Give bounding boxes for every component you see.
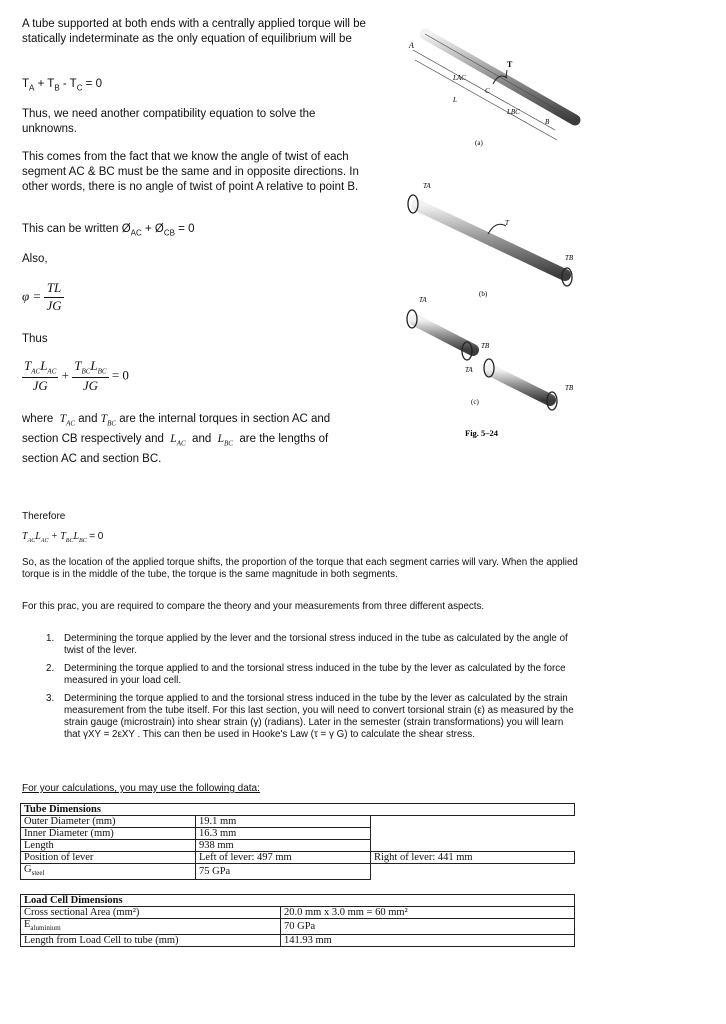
ac-fraction: $\frac{T_{AC}L_{AC}}{JG}$ bbox=[24, 358, 57, 393]
label-TB-b: TB bbox=[565, 254, 574, 262]
table-row: Inner Diameter (mm) 16.3 mm bbox=[21, 828, 575, 840]
label-LBC: LBC bbox=[507, 108, 520, 116]
table-row: Length 938 mm bbox=[21, 840, 575, 852]
therefore-label: Therefore bbox=[22, 511, 66, 522]
table-row: Position of lever Left of lever: 497 mm Right of lever: 441 mm bbox=[21, 852, 575, 864]
subfigure-a-label: (a) bbox=[475, 139, 483, 147]
label-L: L bbox=[453, 96, 457, 104]
table-row: Length from Load Cell to tube (mm) 141.93 mm bbox=[21, 935, 575, 947]
rod-diagram-c bbox=[407, 296, 574, 410]
label-TA-c2: TA bbox=[465, 366, 473, 374]
prac-paragraph: For this prac, you are required to compare the theory and your measurements from three different aspects. bbox=[22, 601, 485, 612]
subfigure-c-label: (c) bbox=[471, 398, 479, 406]
label-C: C bbox=[485, 87, 490, 95]
aspect-item-2: 2. Determining the torque applied to and the torsional stress induced in the tube by the lever as calculated by the force measured in your load cell. bbox=[46, 662, 566, 686]
bc-fraction: $\frac{T_{BC}L_{BC}}{JG}$ bbox=[74, 358, 107, 393]
g-steel-label: $G_{steel}$ bbox=[21, 864, 196, 880]
twist-fraction bbox=[44, 280, 63, 315]
label-B: B bbox=[545, 118, 550, 126]
figure-caption: Fig. 5–24 bbox=[465, 428, 499, 438]
label-TA-b: TA bbox=[423, 182, 431, 190]
label-TB-c2: TB bbox=[565, 384, 574, 392]
therefore-equation: $T_{AC}L_{AC} + T_{BC}L_{BC} = 0$ bbox=[22, 531, 104, 544]
load-cell-table bbox=[20, 894, 575, 947]
label-TB-c1: TB bbox=[481, 342, 490, 350]
data-heading: For your calculations, you may use the following data: bbox=[22, 783, 260, 794]
subfigure-b-label: (b) bbox=[479, 290, 488, 298]
table-row: Outer Diameter (mm) 19.1 mm bbox=[21, 816, 575, 828]
aspect-item-3: 3. Determining the torque applied to and the torsional stress induced in the tube by the lever as calculated by the strain measurement from the tube itself. For this last section, you will need to convert torsional strain (ε) as measured by the strain gauge (microstrain) into shear strain (γ) (radians). Later in the semester (strain transformations) you will learn that γXY = 2εXY . This can then be used in Hooke's Law (τ = γ G) to calculate the shear stress. bbox=[46, 692, 574, 740]
label-LAC: LAC bbox=[453, 74, 466, 82]
e-aluminium-label: $E_{aluminium}$ bbox=[21, 919, 281, 935]
twist-formula bbox=[22, 280, 64, 315]
intro-paragraph-1: A tube supported at both ends with a centrally applied torque will be statically indeterminate as the only equation of equilibrium will be bbox=[22, 18, 366, 45]
twist-numerator: TL bbox=[44, 280, 63, 298]
aspect-item-1: 1. Determining the torque applied by the lever and the torsional stress induced in the tube as calculated by the angle of twist of the lever. bbox=[46, 633, 568, 656]
table-row: Cross sectional Area (mm²) 20.0 mm x 3.0 mm = 60 mm² bbox=[21, 907, 575, 919]
phi-symbol: φ = bbox=[22, 288, 42, 304]
label-TA-c1: TA bbox=[419, 296, 427, 304]
aspects-list bbox=[22, 633, 582, 747]
equilibrium-equation: $T_A + T_B - T_C = 0$ bbox=[22, 78, 102, 93]
where-paragraph: where $T_{AC}$ and $T_{BC}$ are the internal torques in section AC and section CB respectively and $L_{AC}$ and $L_{BC}$ are the lengths of section AC and section BC. bbox=[22, 413, 331, 465]
load-table-title: Load Cell Dimensions bbox=[21, 895, 575, 907]
tube-dimensions-table bbox=[20, 803, 575, 880]
tube-table-title: Tube Dimensions bbox=[21, 804, 575, 816]
label-T-a: T bbox=[507, 60, 513, 69]
label-A: A bbox=[409, 41, 414, 50]
also-label: Also, bbox=[22, 253, 48, 265]
torsion-figure bbox=[395, 20, 600, 460]
intro-paragraph-2: Thus, we need another compatibility equation to solve the unknowns. bbox=[22, 108, 316, 135]
thus-label: Thus bbox=[22, 333, 48, 345]
table-row: $E_{aluminium}$ 70 GPa bbox=[21, 919, 575, 935]
compatibility-formula: $\frac{T_{AC}L_{AC}}{JG}$ + $\frac{T_{BC}L_{BC}}{JG}$ = 0 bbox=[24, 358, 129, 393]
table-row: $G_{steel}$ 75 GPa bbox=[21, 864, 575, 880]
twist-denominator: JG bbox=[46, 297, 62, 313]
rod-diagram-a bbox=[408, 34, 575, 147]
intro-paragraph-3: This comes from the fact that we know the angle of twist of each segment AC & BC must be the same and in opposite directions. In other words, there is no angle of twist of point A relative to point B. bbox=[22, 151, 359, 193]
rod-diagram-b bbox=[408, 182, 574, 298]
torque-shift-paragraph: So, as the location of the applied torque shifts, the proportion of the torque that each segment carries will vary. When the applied torque is in the middle of the tube, the torque is the same magnitude in both segments. bbox=[22, 557, 578, 580]
compatibility-equation: This can be written $Ø_{AC}$ + $Ø_{CB} = 0$ bbox=[22, 223, 195, 238]
label-T-b: T bbox=[505, 219, 509, 227]
